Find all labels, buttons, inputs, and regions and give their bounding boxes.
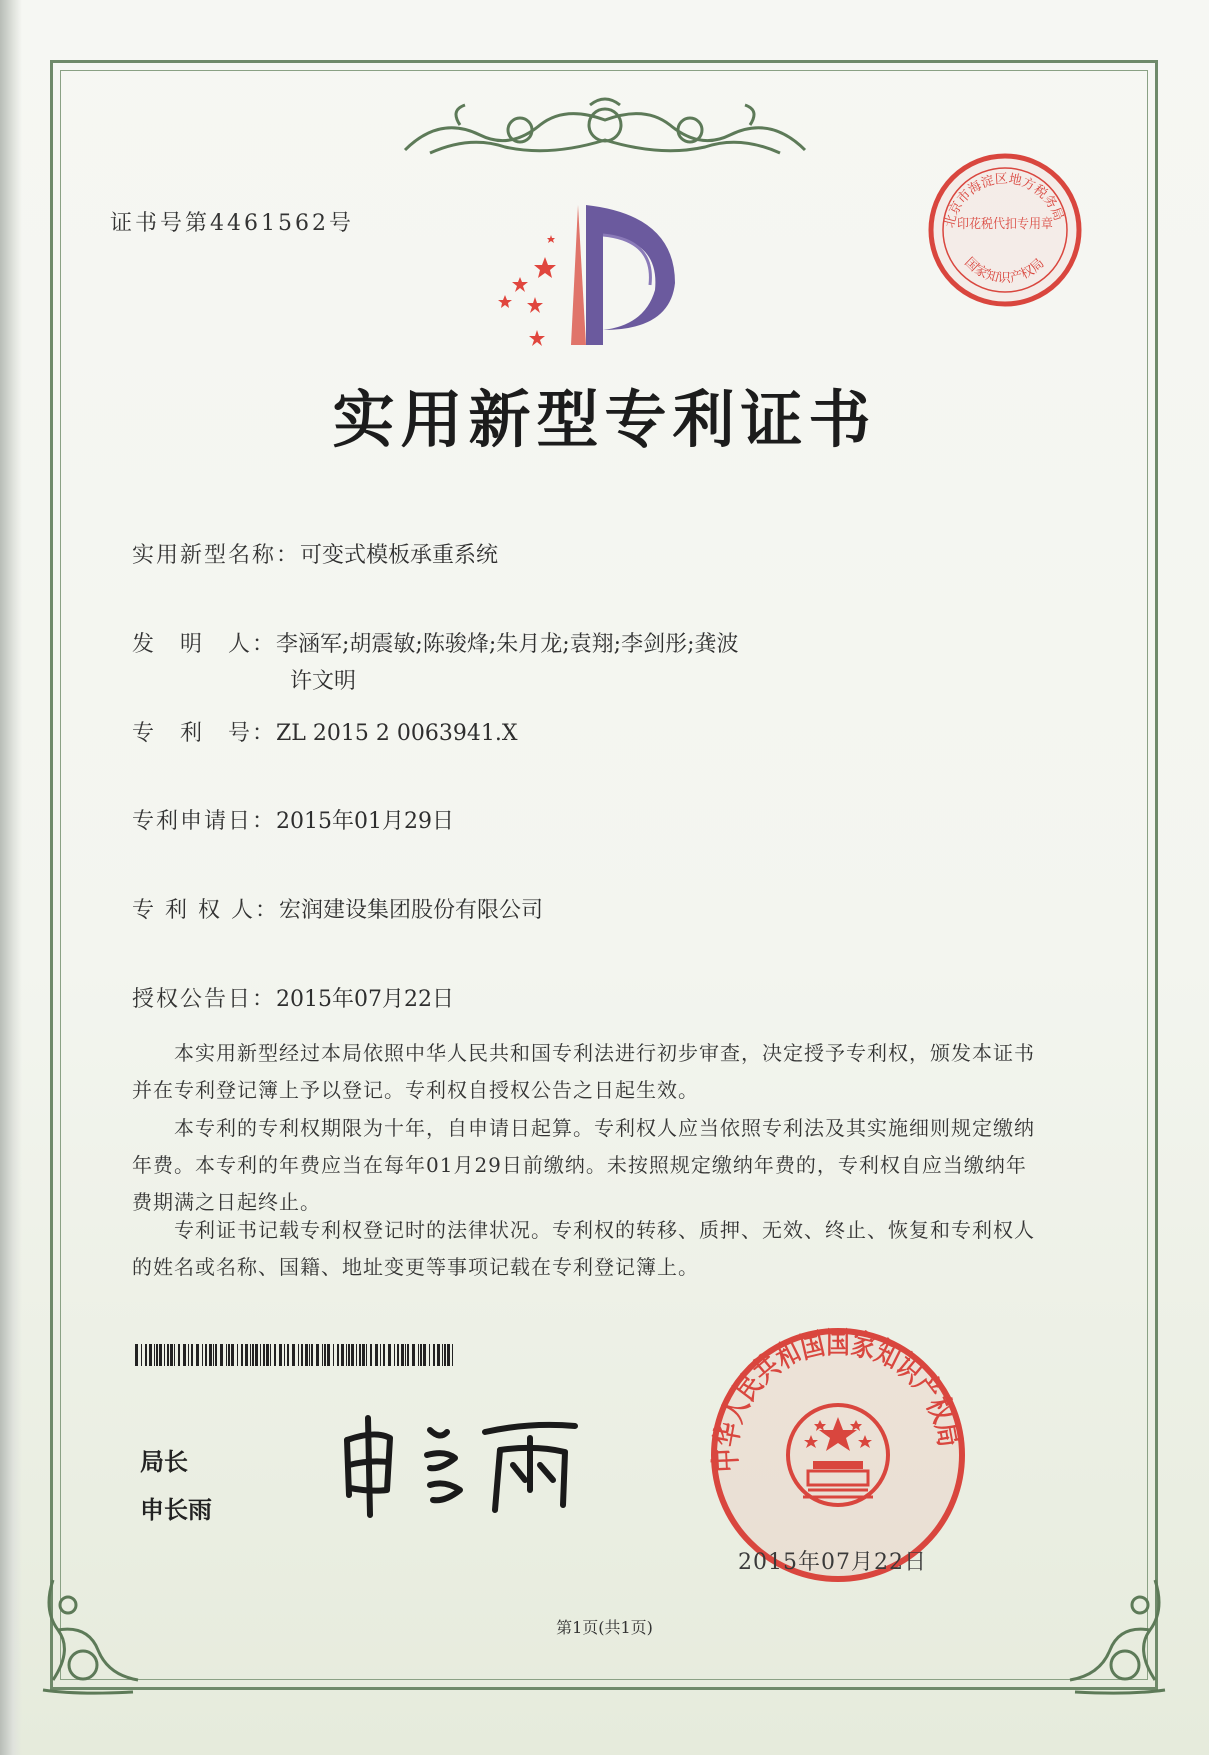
director-name: 申长雨 (140, 1496, 212, 1524)
field-value: 2015年07月22日 (276, 987, 454, 1012)
barcode (135, 1344, 455, 1366)
field-value: 李涵军;胡震敏;陈骏烽;朱月龙;袁翔;李剑彤;龚波 (276, 632, 739, 657)
tax-stamp-center-text: 印花税代扣专用章 (957, 217, 1062, 232)
binding-shadow (0, 0, 22, 1755)
certificate-number: 证书号第4461562号 (110, 211, 354, 236)
field-patent-number (132, 716, 518, 747)
field-value: 宏润建设集团股份有限公司 (278, 898, 543, 923)
field-label: 专利申请日： (132, 809, 277, 834)
body-paragraph: 本实用新型经过本局依照中华人民共和国专利法进行初步审查，决定授予专利权，颁发本证书并在专利登记簿上予以登记。专利权自授权公告之日起生效。 (132, 1041, 1035, 1102)
field-label: 发 明 人： (132, 632, 277, 657)
seal-date: 2015年07月22日 (738, 1550, 927, 1575)
director-signature (335, 1410, 595, 1520)
tax-stamp-seal (925, 150, 1085, 310)
field-application-date (132, 804, 454, 835)
main-seal-text: 中华人民共和国国家知识产权局 (708, 1325, 968, 1473)
body-paragraph: 专利证书记载专利权登记时的法律状况。专利权的转移、质押、无效、终止、恢复和专利权人的姓名或名称、国籍、地址变更等事项记载在专利登记簿上。 (132, 1218, 1035, 1279)
tax-stamp-text: 北京市海淀区地方税务局 (942, 171, 1066, 230)
field-label: 实用新型名称： (132, 543, 301, 568)
field-value: ZL 2015 2 0063941.X (276, 721, 518, 746)
field-utility-model-name (132, 538, 498, 569)
field-value-continued: 许文明 (290, 669, 357, 694)
field-patentee (132, 893, 543, 924)
tax-stamp-bottom-text: 国家知识产权局 (961, 254, 1048, 287)
field-label: 专 利 号： (132, 721, 277, 746)
director-title: 局长 (140, 1448, 188, 1476)
patent-office-logo (485, 205, 685, 355)
page-number: 第1页(共1页) (556, 1618, 653, 1637)
field-label: 授权公告日： (132, 987, 277, 1012)
certificate-title: 实用新型专利证书 (332, 383, 877, 456)
field-label: 专 利 权 人： (132, 898, 279, 923)
body-paragraph: 本专利的专利权期限为十年，自申请日起算。专利权人应当依照专利法及其实施细则规定缴纳年费。本专利的年费应当在每年01月29日前缴纳。未按照规定缴纳年费的，专利权自应当缴纳年费期满之日起终止。 (132, 1116, 1035, 1214)
field-inventors (132, 627, 739, 695)
field-value: 2015年01月29日 (276, 809, 454, 834)
field-value: 可变式模板承重系统 (300, 543, 499, 568)
top-ornament (400, 95, 810, 165)
field-grant-announcement-date (132, 982, 454, 1013)
